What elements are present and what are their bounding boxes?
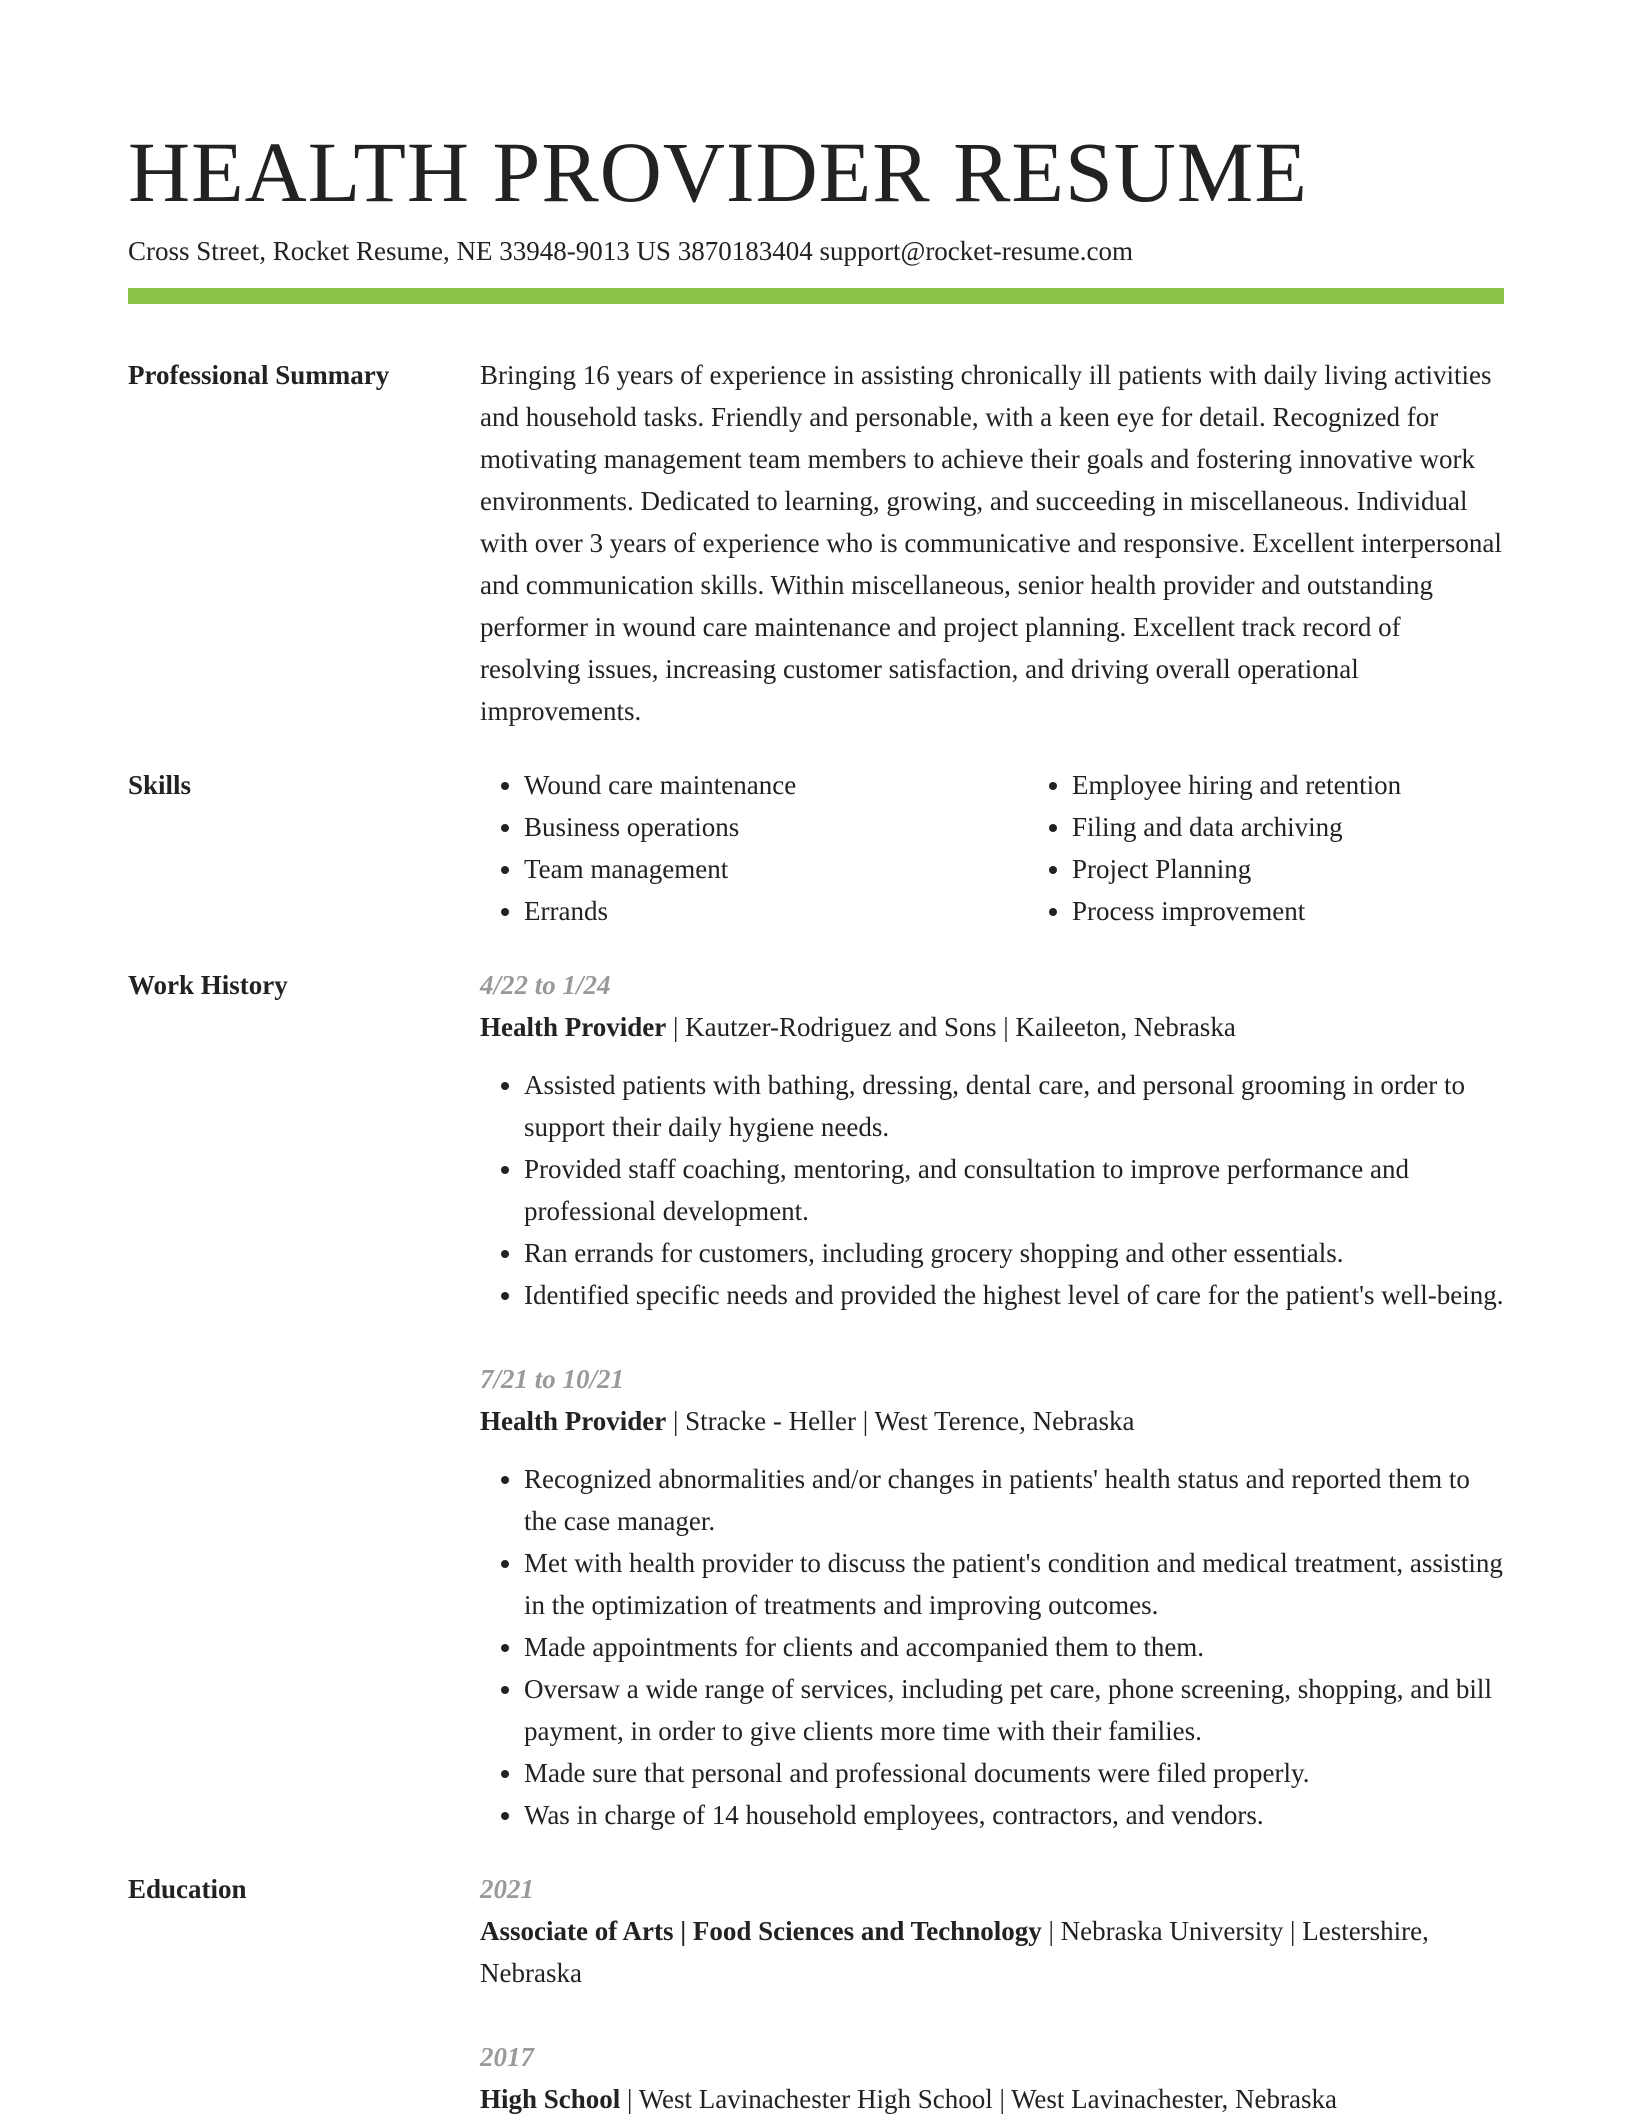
work-history-body [480, 964, 1504, 1836]
summary-body [480, 354, 1504, 732]
resume-title: HEALTH PROVIDER RESUME [128, 124, 1308, 220]
job-bullet: • Met with health provider to discuss the patient's condition and medical treatment, assisting in the optimization of treatments and improving outcomes. [524, 1542, 1504, 1626]
job-bullet: • Made sure that personal and professional documents were filed properly. [524, 1752, 1504, 1794]
skill-item: • Process improvement [1072, 890, 1576, 932]
education-degree: High School [480, 2084, 621, 2114]
education-body [480, 1868, 1504, 2120]
skill-item: • Team management [524, 848, 1028, 890]
job-bullet: • Provided staff coaching, mentoring, and consultation to improve performance and professional development. [524, 1148, 1504, 1232]
job-bullets [480, 1458, 1504, 1836]
education-details: | Nebraska University | Lestershire, Nebraska [480, 1916, 1429, 1988]
job-details: | Stracke - Heller | West Terence, Nebraska [666, 1406, 1135, 1436]
job-bullet: • Was in charge of 14 household employees, contractors, and vendors. [524, 1794, 1504, 1836]
summary-heading: Professional Summary [128, 360, 390, 390]
skill-item: • Errands [524, 890, 1028, 932]
job-bullet: • Ran errands for customers, including grocery shopping and other essentials. [524, 1232, 1504, 1274]
skill-item: • Project Planning [1072, 848, 1576, 890]
education-section [128, 1868, 1504, 2120]
job-role-line [480, 1400, 1504, 1442]
job-bullet: • Oversaw a wide range of services, including pet care, phone screening, shopping, and bill payment, in order to give clients more time with their families. [524, 1668, 1504, 1752]
skills-body [480, 764, 1576, 932]
skill-item: • Business operations [524, 806, 1028, 848]
job-details: | Kautzer-Rodriguez and Sons | Kaileeton, Nebraska [666, 1012, 1236, 1042]
job-role-line [480, 1006, 1504, 1048]
job-bullets [480, 1064, 1504, 1316]
accent-divider [128, 288, 1504, 304]
job-title: Health Provider [480, 1406, 667, 1436]
education-degree: Associate of Arts | Food Sciences and Technology [480, 1916, 1042, 1946]
job-entry [480, 964, 1504, 1316]
work-history-section [128, 964, 1504, 1836]
skills-heading: Skills [128, 770, 192, 800]
contact-line: Cross Street, Rocket Resume, NE 33948-9013 US 3870183404 support@rocket-resume.com [128, 236, 1133, 266]
education-line [480, 1910, 1504, 1994]
job-title: Health Provider [480, 1012, 667, 1042]
job-dates: 7/21 to 10/21 [480, 1364, 625, 1394]
job-dates: 4/22 to 1/24 [480, 970, 611, 1000]
education-entry [480, 2036, 1504, 2120]
job-bullet: • Made appointments for clients and accompanied them to them. [524, 1626, 1504, 1668]
education-heading: Education [128, 1874, 247, 1904]
skills-column-1 [480, 764, 1028, 932]
summary-section [128, 354, 1504, 732]
skills-section [128, 764, 1504, 932]
work-history-heading: Work History [128, 970, 288, 1000]
education-details: | West Lavinachester High School | West Lavinachester, Nebraska [620, 2084, 1337, 2114]
job-entry [480, 1358, 1504, 1836]
skill-item: • Employee hiring and retention [1072, 764, 1576, 806]
summary-text: Bringing 16 years of experience in assisting chronically ill patients with daily living activities and household tasks. Friendly and personable, with a keen eye for detail. Recognized for motivating management team members to achieve their goals and fostering innovative work environments. Dedicated to learning, growing, and succeeding in miscellaneous. Individual with over 3 years of experience who is communicative and responsive. Excellent interpersonal and communication skills. Within miscellaneous, senior health provider and outstanding performer in wound care maintenance and project planning. Excellent track record of resolving issues, increasing customer satisfaction, and driving overall operational improvements. [480, 360, 1502, 726]
resume-page [128, 0, 1504, 2120]
job-bullet: • Recognized abnormalities and/or changes in patients' health status and reported them to the case manager. [524, 1458, 1504, 1542]
skill-item: • Wound care maintenance [524, 764, 1028, 806]
education-line [480, 2078, 1504, 2120]
education-entry [480, 1868, 1504, 1994]
education-year: 2021 [480, 1874, 534, 1904]
skills-column-2 [1028, 764, 1576, 932]
skill-item: • Filing and data archiving [1072, 806, 1576, 848]
job-bullet: • Identified specific needs and provided the highest level of care for the patient's well-being. [524, 1274, 1504, 1316]
education-year: 2017 [480, 2042, 534, 2072]
job-bullet: • Assisted patients with bathing, dressing, dental care, and personal grooming in order to support their daily hygiene needs. [524, 1064, 1504, 1148]
